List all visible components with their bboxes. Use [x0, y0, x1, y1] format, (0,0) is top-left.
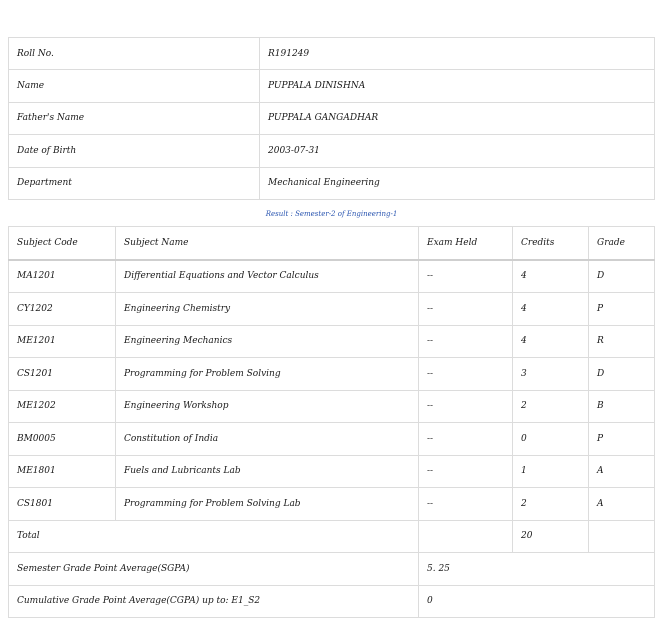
exam-held: -- — [419, 325, 513, 358]
dob-row — [9, 135, 655, 167]
total-credits: 20 — [513, 520, 589, 553]
exam-held: -- — [419, 293, 513, 326]
roll-value: R191249 — [260, 38, 655, 70]
subject-code: ME1801 — [9, 455, 116, 488]
subject-code: CS1801 — [9, 488, 116, 521]
subject-name: Engineering Chemistry — [116, 293, 419, 326]
subject-code: CS1201 — [9, 358, 116, 391]
credits: 1 — [513, 455, 589, 488]
subject-name: Engineering Mechanics — [116, 325, 419, 358]
credits: 0 — [513, 423, 589, 456]
cgpa-value: 0 — [419, 585, 655, 618]
credits: 4 — [513, 260, 589, 293]
header-exam-held: Exam Held — [419, 227, 513, 260]
subject-name: Programming for Problem Solving Lab — [116, 488, 419, 521]
subject-name: Differential Equations and Vector Calculus — [116, 260, 419, 293]
exam-held: -- — [419, 423, 513, 456]
result-caption: Result : Semester-2 of Engineering-1 — [265, 210, 398, 218]
cgpa-row — [9, 585, 655, 618]
father-row — [9, 102, 655, 134]
credits: 4 — [513, 325, 589, 358]
grades-header-row — [9, 227, 655, 260]
cgpa-label: Cumulative Grade Point Average(CGPA) up to: E1_S2 — [9, 585, 419, 618]
grade: A — [589, 488, 655, 521]
exam-held: -- — [419, 488, 513, 521]
credits: 3 — [513, 358, 589, 391]
grade: A — [589, 455, 655, 488]
dob-value: 2003-07-31 — [260, 135, 655, 167]
subject-code: ME1202 — [9, 390, 116, 423]
grade: D — [589, 358, 655, 391]
table-row — [9, 325, 655, 358]
grade: D — [589, 260, 655, 293]
subject-name: Engineering Workshop — [116, 390, 419, 423]
subject-code: CY1202 — [9, 293, 116, 326]
table-row — [9, 260, 655, 293]
credits: 2 — [513, 390, 589, 423]
subject-name: Fuels and Lubricants Lab — [116, 455, 419, 488]
exam-held: -- — [419, 455, 513, 488]
subject-code: MA1201 — [9, 260, 116, 293]
total-row — [9, 520, 655, 553]
total-exam-held-blank — [419, 520, 513, 553]
grade: P — [589, 293, 655, 326]
total-label: Total — [9, 520, 419, 553]
sgpa-value: 5. 25 — [419, 553, 655, 586]
header-credits: Credits — [513, 227, 589, 260]
name-value: PUPPALA DINISHNA — [260, 70, 655, 102]
subject-code: ME1201 — [9, 325, 116, 358]
name-row — [9, 70, 655, 102]
sgpa-label: Semester Grade Point Average(SGPA) — [9, 553, 419, 586]
grades-table — [8, 226, 655, 618]
sgpa-row — [9, 553, 655, 586]
roll-row — [9, 38, 655, 70]
student-info-table — [8, 37, 655, 200]
dob-label: Date of Birth — [9, 135, 260, 167]
exam-held: -- — [419, 390, 513, 423]
department-value: Mechanical Engineering — [260, 167, 655, 199]
grade: R — [589, 325, 655, 358]
subject-name: Constitution of India — [116, 423, 419, 456]
total-grade-blank — [589, 520, 655, 553]
father-value: PUPPALA GANGADHAR — [260, 102, 655, 134]
table-row — [9, 488, 655, 521]
department-row — [9, 167, 655, 199]
father-label: Father's Name — [9, 102, 260, 134]
table-row — [9, 358, 655, 391]
grade: P — [589, 423, 655, 456]
credits: 2 — [513, 488, 589, 521]
table-row — [9, 423, 655, 456]
header-grade: Grade — [589, 227, 655, 260]
subject-code: BM0005 — [9, 423, 116, 456]
table-row — [9, 455, 655, 488]
credits: 4 — [513, 293, 589, 326]
table-row — [9, 293, 655, 326]
header-subject-code: Subject Code — [9, 227, 116, 260]
exam-held: -- — [419, 358, 513, 391]
table-row — [9, 390, 655, 423]
header-subject-name: Subject Name — [116, 227, 419, 260]
roll-label: Roll No. — [9, 38, 260, 70]
name-label: Name — [9, 70, 260, 102]
subject-name: Programming for Problem Solving — [116, 358, 419, 391]
department-label: Department — [9, 167, 260, 199]
grade: B — [589, 390, 655, 423]
exam-held: -- — [419, 260, 513, 293]
